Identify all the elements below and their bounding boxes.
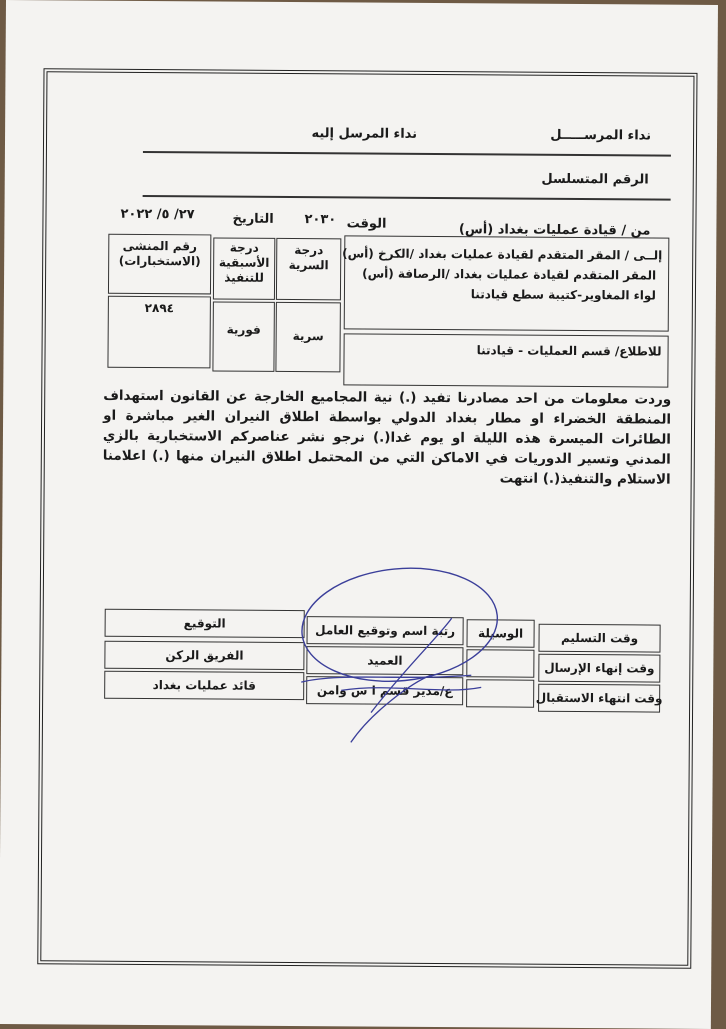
operator-header: رتبة اسم وتوقيع العامل xyxy=(307,616,464,645)
time-value: ٢٠٣٠ xyxy=(304,212,337,228)
info-line: للاطلاع/ قسم العمليات - قيادتنا xyxy=(476,343,662,359)
document-frame xyxy=(37,68,697,969)
message-body: وردت معلومات من احد مصادرنا تفيد (.) نية المجاميع الخارجة عن القانون استهداف المنطقة الخضراء او مطار بغداد الدولي بواسطة اطلاق النيران الغير مباشرة او الطائرات الميسرة هذه الليلة او يوم غدا(.) نرجو نشر عناصركم الاستخبارية بالزي المدني وتسير الدوريات في الاماكن التي من المحتمل اطلاق النيران منها (.) اعلامنا الاستلام والتنفيذ(.) انتهت xyxy=(102,387,672,488)
date-label: التاريخ xyxy=(232,211,274,227)
signer-rank: الفريق الركن xyxy=(104,641,304,670)
send-end-time-label: وقت إنهاء الإرسال xyxy=(538,654,660,683)
sender-call-label: نداء المرســـــل xyxy=(550,127,652,144)
info-box xyxy=(343,333,668,387)
to-line-3: لواء المغاوير-كتيبة سطع قيادتنا xyxy=(470,287,657,303)
from-line: من / قيادة عمليات بغداد (أس) xyxy=(458,222,651,239)
to-box xyxy=(344,235,670,331)
priority-value: فورية xyxy=(212,301,274,371)
serial-number-label: الرقم المتسلسل xyxy=(541,171,649,188)
to-line-1: إلــى / المقر المتقدم لقيادة عمليات بغداد /الكرخ (أس) xyxy=(342,246,663,263)
rank-cell: العميد xyxy=(306,646,463,675)
handwritten-signature xyxy=(281,562,522,764)
origin-header: رقم المنشى (الاستخبارات) xyxy=(108,234,211,295)
signer-title: قائد عمليات بغداد xyxy=(104,671,304,700)
recipient-call-label: نداء المرسل إليه xyxy=(311,126,418,142)
secrecy-value: سرية xyxy=(275,302,340,372)
time-label: الوقت xyxy=(346,216,387,232)
secrecy-header: درجة السرية xyxy=(276,238,341,300)
medium-label: الوسيلة xyxy=(466,619,534,647)
date-value: ٢٧/ ٥/ ٢٠٢٢ xyxy=(120,206,195,223)
origin-value: ٢٨٩٤ xyxy=(107,296,211,369)
to-line-2: المقر المتقدم لقيادة عمليات بغداد /الرصافة (أس) xyxy=(362,266,657,283)
delivery-time-label: وقت التسليم xyxy=(538,624,660,653)
signature-header: التوقيع xyxy=(105,609,305,638)
receive-end-time-label: وقت انتهاء الاستقبال xyxy=(538,684,660,713)
priority-header: درجة الأسبقية للتنفيذ xyxy=(213,237,275,299)
operator-value: ع/مدير قسم ا س وامن xyxy=(306,676,463,705)
